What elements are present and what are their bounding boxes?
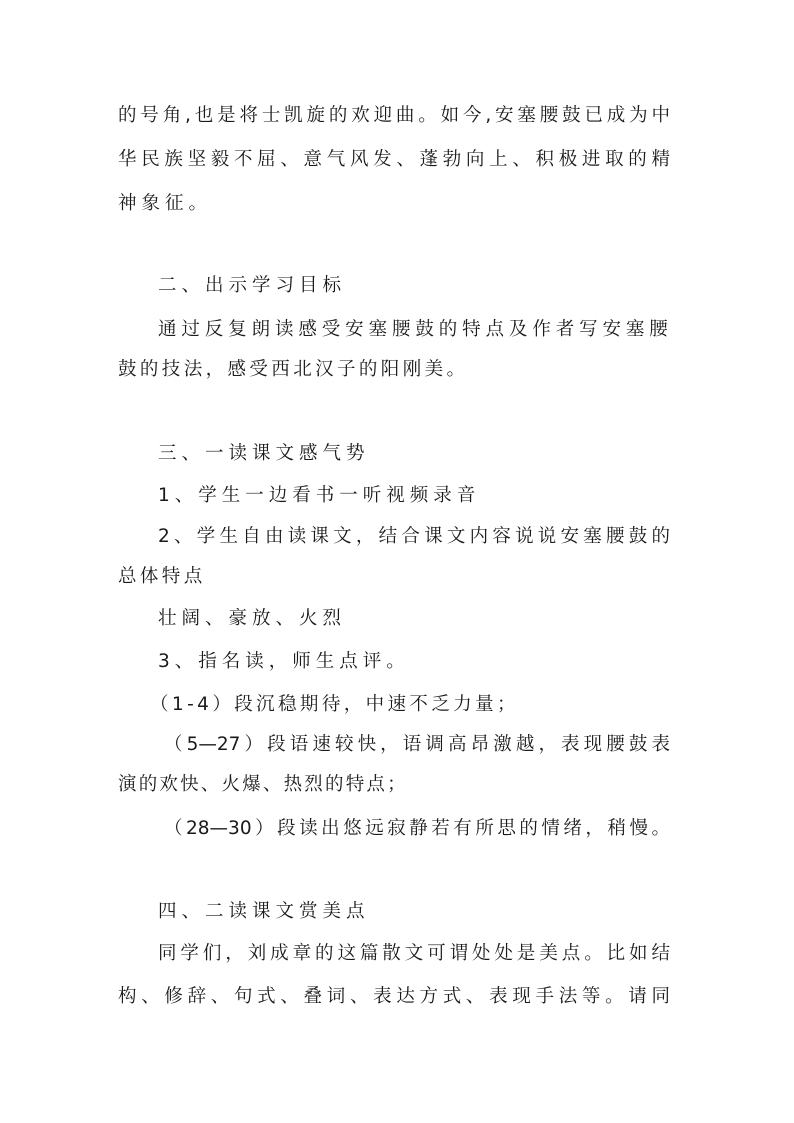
reading-note: （1-4）段沉稳期待，中速不乏力量； xyxy=(150,694,519,715)
reading-note: （28—30）段读出悠远寂静若有所思的情绪，稍慢。 xyxy=(164,818,670,839)
section-heading: 三、一读课文感气势 xyxy=(158,443,370,464)
paragraph-line: 鼓的技法，感受西北汉子的阳刚美。 xyxy=(118,359,469,380)
section-heading: 二、出示学习目标 xyxy=(158,275,347,296)
reading-note: （5—27）段语速较快，语调高昂激越，表现腰鼓表 xyxy=(164,734,670,755)
list-item: 2、学生自由读课文，结合课文内容说说安塞腰鼓的 xyxy=(158,526,670,547)
paragraph-line: 华民族坚毅不屈、意气风发、蓬勃向上、积极进取的精 xyxy=(118,149,670,170)
paragraph-line: 的号角,也是将士凯旋的欢迎曲。如今,安塞腰鼓已成为中 xyxy=(118,105,670,126)
paragraph-line: 同学们，刘成章的这篇散文可谓处处是美点。比如结 xyxy=(158,943,670,964)
section-heading: 四、二读课文赏美点 xyxy=(158,901,370,922)
paragraph-line: 神象征。 xyxy=(118,193,213,214)
paragraph-line: 总体特点 xyxy=(118,566,206,587)
list-item: 3、指名读，师生点评。 xyxy=(158,651,410,672)
paragraph-line: 构、修辞、句式、叠词、表达方式、表现手法等。请同 xyxy=(118,986,670,1007)
list-item: 1、学生一边看书一听视频录音 xyxy=(158,485,481,506)
paragraph-line: 壮阔、豪放、火烈 xyxy=(158,608,347,629)
paragraph-line: 通过反复朗读感受安塞腰鼓的特点及作者写安塞腰 xyxy=(158,319,670,340)
paragraph-line: 演的欢快、火爆、热烈的特点； xyxy=(118,774,408,795)
